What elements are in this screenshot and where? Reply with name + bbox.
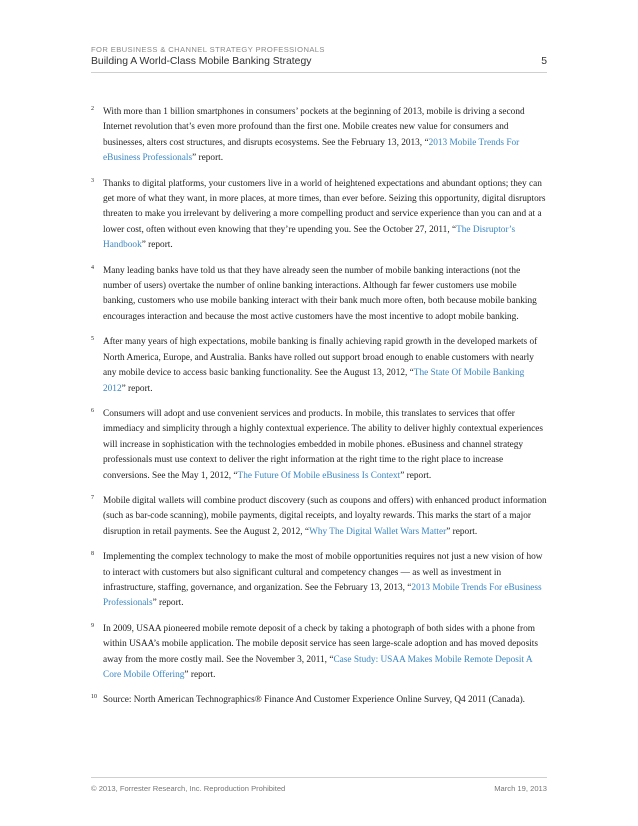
endnote-number: 9 (91, 622, 94, 629)
endnote-number: 6 (91, 407, 94, 414)
endnote-9 (91, 622, 547, 684)
page-title: Building A World-Class Mobile Banking Strategy (91, 56, 312, 67)
endnote-text: Mobile digital wallets will combine product discovery (such as coupons and offers) with enhanced product information (such as bar-code scanning), mobile payments, digital receipts, and loyalty rewards. This marks the start of a major disruption in retail payments. See the August 2, 2012, “ (103, 495, 547, 537)
endnotes-list (91, 105, 547, 709)
header-divider (91, 72, 547, 73)
report-link[interactable]: 2013 Mobile Trends For eBusiness Professionals (103, 137, 520, 164)
endnote-number: 2 (91, 106, 94, 112)
endnote-7 (91, 494, 547, 540)
endnote-4 (91, 264, 547, 326)
endnote-number: 5 (91, 336, 94, 343)
endnote-number: 10 (91, 694, 97, 701)
endnote-2 (91, 105, 547, 167)
endnote-number: 7 (91, 494, 94, 501)
endnote-text-end: ” report. (152, 598, 184, 609)
endnote-text: Many leading banks have told us that they have already seen the number of mobile banking interactions (not the number of users) overtake the number of online banking interactions. Although far fewer customers use mobile banking, customers who use mobile banking interact with their bank much more often, both because mobile banking encourages interaction and because the most active customers have the most incentive to adopt mobile banking. (103, 265, 537, 322)
endnote-text-end: ” report. (400, 470, 432, 481)
endnote-number: 4 (91, 264, 94, 271)
endnote-text-end: ” report. (141, 240, 173, 251)
endnote-6 (91, 407, 547, 484)
header-kicker: FOR EBUSINESS & CHANNEL STRATEGY PROFESSIONALS (91, 45, 325, 54)
endnote-text: With more than 1 billion smartphones in consumers’ pockets at the beginning of 2013, mobile is driving a second Internet revolution that’s even more profound than the first one. Mobile creates new value for consumers and businesses, alters cost structures, and disrupts ecosystems. See the February 13, 2013, “ (103, 107, 525, 148)
endnote-10 (91, 693, 547, 708)
footer-date: March 19, 2013 (494, 784, 547, 793)
endnote-text-end: ” report. (446, 526, 478, 537)
report-link[interactable]: Case Study: USAA Makes Mobile Remote Deposit A Core Mobile Offering (103, 654, 533, 680)
endnote-text-end: ” report. (121, 383, 153, 394)
report-link[interactable]: 2013 Mobile Trends For eBusiness Professionals (103, 582, 542, 609)
report-link[interactable]: The Future Of Mobile eBusiness Is Context (237, 470, 401, 481)
endnote-text-end: ” report. (184, 670, 216, 680)
endnote-text-end: ” report. (192, 153, 224, 164)
footer-divider (91, 777, 547, 778)
report-link[interactable]: The State Of Mobile Banking 2012 (103, 368, 525, 394)
endnote-text: Consumers will adopt and use convenient services and products. In mobile, this translates to services that offer immediacy and simplicity through a highly contextual experience. The ability to deliver highly contextual experiences will increase in sophistication with the technologies embedded in mobile phones. eBusiness and channel strategy professionals must use context to deliver the right information at the right time to the right place to increase conversions. See the May 1, 2012, “ (103, 408, 544, 481)
report-link[interactable]: The Disruptor’s Handbook (103, 224, 516, 251)
report-link[interactable]: Why The Digital Wallet Wars Matter (309, 526, 447, 537)
endnote-text: Implementing the complex technology to make the most of mobile opportunities requires not just a new vision of how to interact with customers but also significant cultural and competency changes — as well as investment in infrastructure, staffing, governance, and organization. See the February 13, 2013, “ (103, 552, 543, 593)
endnote-3 (91, 177, 547, 254)
endnote-5 (91, 335, 547, 397)
footer-copyright: © 2013, Forrester Research, Inc. Reproduction Prohibited (91, 784, 286, 793)
page-number: 5 (541, 56, 547, 67)
endnote-text: In 2009, USAA pioneered mobile remote deposit of a check by taking a photograph of both sides with a phone from within USAA’s mobile application. The mobile deposit service has seen large-scale adoption and has moved deposits away from the more costly mail. See the November 3, 2011, “ (103, 623, 538, 665)
endnote-number: 3 (91, 177, 94, 184)
endnote-number: 8 (91, 551, 94, 558)
endnote-text: Thanks to digital platforms, your customers live in a world of heightened expectations and abundant options; they can get more of what they want, in more places, at more times, than ever before. Seizing this opportunity, digital disruptors threaten to make you irrelevant by delivering a more compelling product and service experience than you can and at a lower cost, often without even knowing that they’re upending you. See the October 27, 2011, “ (103, 178, 546, 235)
endnote-text: Source: North American Technographics® Finance And Customer Experience Online Survey, Q4 2011 (Canada). (103, 695, 525, 706)
endnote-8 (91, 550, 547, 612)
endnote-text: After many years of high expectations, mobile banking is finally achieving rapid growth in the developed markets of North America, Europe, and Australia. Banks have rolled out support broad enough to enable customers with nearly any mobile device to access basic banking functionality. See the August 13, 2012, “ (103, 337, 538, 379)
